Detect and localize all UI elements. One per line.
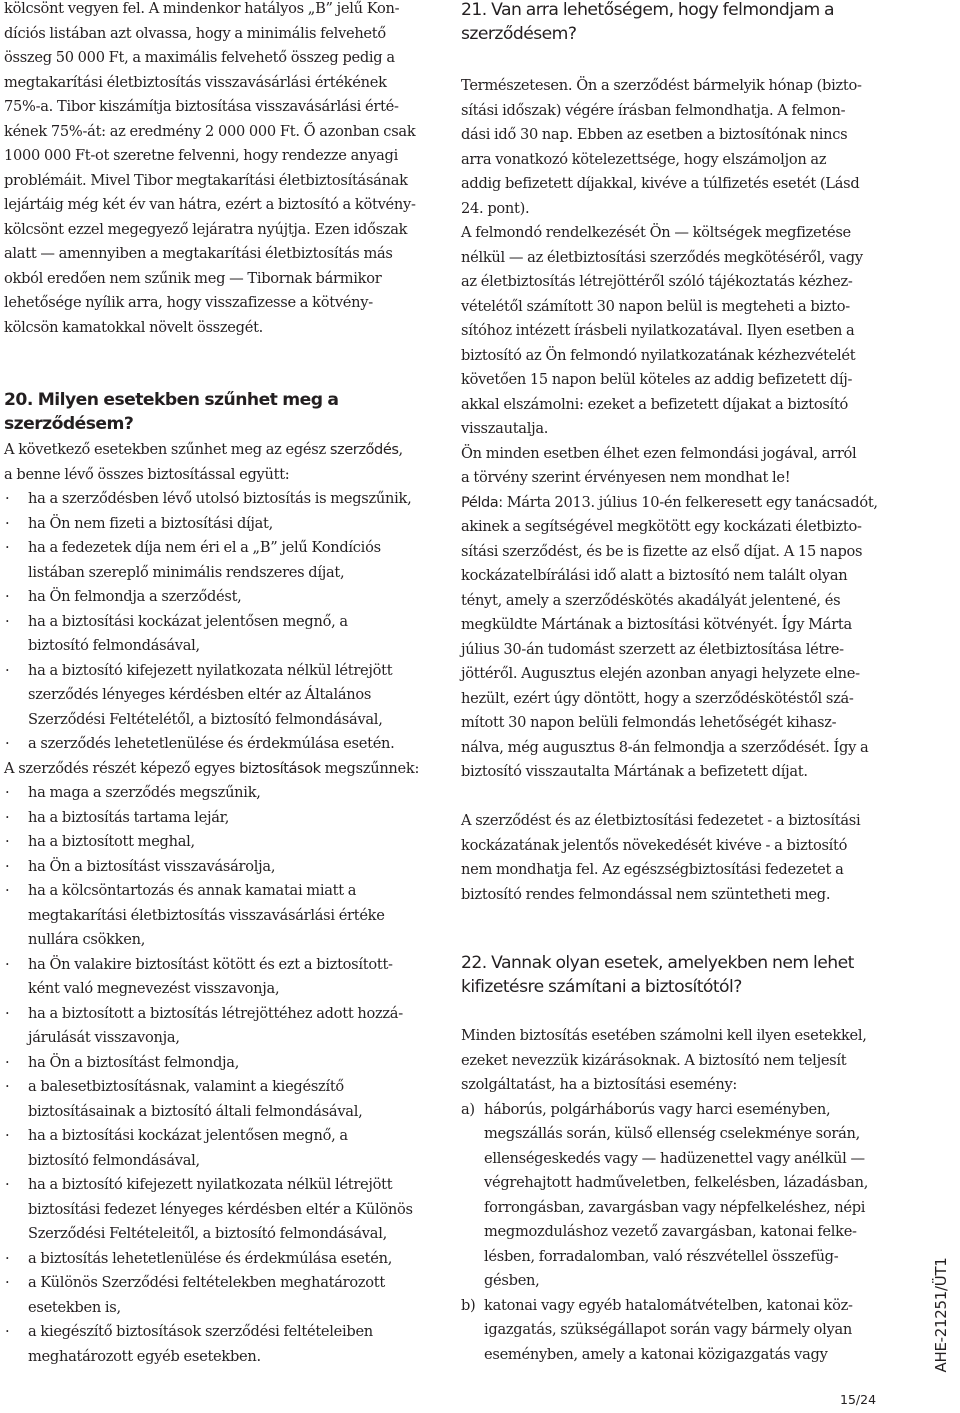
paragraph-line: biztosító rendes felmondással nem szüntetheti meg. (461, 885, 831, 903)
document-code-vertical (926, 1250, 956, 1380)
paragraph-line: kölcsönt vegyen fel. A mindenkor hatályos „B” jelű Kon- (4, 0, 400, 17)
bullet-line: listában szereplő minimális rendszeres díjat, (28, 563, 345, 581)
bullet-line: Szerződési Feltételétől, a biztosító felmondásával, (28, 710, 383, 728)
paragraph-line: megtakarítási életbiztosítás visszavásárlási értékének (4, 73, 387, 91)
bullet-line: megtakarítási életbiztosítás visszavásárlási értéke (28, 906, 385, 924)
bullet-line: nullára csökken, (28, 931, 146, 948)
paragraph-line: 1000 000 Ft-ot szeretne felvenni, hogy rendezze anyagi (4, 147, 398, 164)
bullet-item (4, 610, 436, 659)
paragraph-line: összeg 50 000 Ft, a maximális felvehető összeg pedig a (4, 49, 395, 66)
bullet-line: · a Különös Szerződési feltételekben meghatározott (28, 1274, 385, 1291)
bullet-line: · ha a biztosítás tartama lejár, (28, 808, 230, 826)
bullet-line: biztosító felmondásával, (28, 1151, 200, 1169)
paragraph-line: 24. pont). (461, 199, 530, 217)
section-22-heading (461, 951, 911, 999)
bullet-line: · ha a biztosító kifejezett nyilatkozata nélkül létrejött (28, 1176, 393, 1193)
example-label: Példa: (461, 493, 503, 511)
paragraph-line: akkal elszámolni: ezeket a befizetett díjakat a biztosító (461, 395, 849, 413)
bullet-item (4, 830, 436, 855)
item-line: háborús, polgárháborús vagy harci eseményben, (484, 1100, 831, 1118)
text: megszűnnek: (320, 759, 420, 777)
paragraph-line: sítási szerződést, és be is fizette az első díjat. A 15 napos (461, 542, 863, 560)
paragraph-line: A felmondó rendelkezését Ön — költségek megfizetése (461, 224, 851, 241)
paragraph-line: lejártáig még két év van hátra, ezért a biztosító a kötvény- (4, 196, 416, 213)
paragraph-line: jöttéről. Augusztus elején azonban anyagi helyzete elne- (461, 665, 860, 682)
intro-line (4, 438, 436, 463)
bullet-item (4, 1173, 436, 1247)
bullet-line: ként való megnevezést visszavonja, (28, 980, 280, 997)
exclusion-item (461, 1294, 906, 1368)
paragraph-line: kének 75%-át: az eredmény 2 000 000 Ft. Ő azonban csak (4, 122, 416, 140)
bullet-line: szerződés lényeges kérdésben eltér az Általános (28, 686, 372, 703)
heading-line: szerződésem? (461, 24, 577, 44)
paragraph-line: kockázatelbírálási idő alatt a biztosító nem talált olyan (461, 567, 848, 584)
paragraph-line: a törvény szerint érvényesen nem mondhat le! (461, 469, 791, 486)
paragraph-line: kölcsönt ezzel megegyező lejáratra nyújtja. Ezen időszak (4, 220, 408, 238)
bullet-item (4, 536, 436, 585)
paragraph-line: biztosító az Ön felmondó nyilatkozatának kézhezvételét (461, 346, 856, 364)
paragraph-line: ezeket nevezzük kizárásoknak. A biztosító nem teljesít (461, 1051, 847, 1069)
bullet-line: biztosításainak a biztosító általi felmondásával, (28, 1102, 363, 1120)
bullet-line: · ha Ön nem fizeti a biztosítási díjat, (28, 514, 274, 532)
bullet-item (4, 732, 436, 757)
paragraph-line: dási idő 30 nap. Ebben az esetben a biztosítónak nincs (461, 126, 848, 143)
bullet-line: · a szerződés lehetetlenülése és érdekmúlása esetén. (28, 735, 395, 752)
bullet-item (4, 879, 436, 953)
bullet-item (4, 1051, 436, 1076)
paragraph-line: Ön minden esetben élhet ezen felmondási jogával, arról (461, 444, 857, 462)
bullet-line: · ha a szerződésben lévő utolsó biztosítás is megszűnik, (28, 490, 412, 507)
paragraph-line: problémáit. Mivel Tibor megtakarítási életbiztosításának (4, 171, 408, 189)
text: Márta 2013. július 10-én felkeresett egy tanácsadót, (502, 493, 878, 511)
bullet-item (4, 1075, 436, 1124)
paragraph-line: alatt — amennyiben a megtakarítási életbiztosítás más (4, 245, 393, 262)
contract-termination-list (4, 438, 436, 1369)
paragraph-line: tényt, amely a szerződéskötés akadályát jelentené, és (461, 591, 841, 609)
bullet-line: biztosítási fedezet lényeges kérdésben eltér a Különös (28, 1200, 413, 1218)
termination-text (461, 74, 906, 907)
emphasis-term: biztosítások (239, 759, 321, 777)
bullet-line: · a biztosítás lehetetlenülése és érdekmúlása esetén, (28, 1249, 393, 1267)
bullet-line: · ha Ön felmondja a szerződést, (28, 588, 242, 605)
item-line: gésben, (484, 1272, 540, 1289)
paragraph-line: kölcsön kamatokkal növelt összegét. (4, 318, 264, 336)
item-line: eseményben, amely a katonai közigazgatás vagy (484, 1345, 828, 1363)
paragraph-line: lehetősége nyílik arra, hogy visszafizesse a kötvény- (4, 294, 373, 311)
paragraph-line: követően 15 napon belül köteles az addig befizetett díj- (461, 371, 853, 388)
bullet-item (4, 953, 436, 1002)
document-code: AHE-21251/ÜT1 (932, 1257, 950, 1373)
heading-line: 22. Vannak olyan esetek, amelyekben nem lehet (461, 953, 854, 973)
bullet-line: · ha Ön a biztosítást visszavásárolja, (28, 857, 276, 875)
bullet-item (4, 855, 436, 880)
item-line: igazgatás, szükségállapot során vagy bármely olyan (484, 1321, 853, 1338)
section-20-heading: 20. Milyen esetekben szűnhet meg a szerződésem? (4, 390, 339, 434)
example-first-line (461, 491, 906, 516)
paragraph-line: nem mondhatja fel. Az egészségbiztosítási fedezetet a (461, 861, 844, 878)
insurance-end-intro (4, 757, 436, 782)
heading-line: kifizetésre számítani a biztosítótól? (461, 977, 742, 997)
bullet-line: · ha Ön valakire biztosítást kötött és ezt a biztosított- (28, 955, 393, 973)
page-number: 15/24 (840, 1392, 877, 1407)
paragraph-line: visszautalja. (461, 420, 549, 437)
bullet-item (4, 1271, 436, 1320)
item-line: végrehajtott hadműveletben, felkelésben, lázadásban, (484, 1174, 869, 1191)
paragraph-line: Minden biztosítás esetében számolni kell ilyen esetekkel, (461, 1027, 867, 1044)
paragraph-line: kockázatának jelentős növekedését kivéve - a biztosító (461, 836, 848, 854)
bullet-line: · ha Ön a biztosítást felmondja, (28, 1053, 240, 1071)
paragraph-line: hezült, ezért úgy döntött, hogy a szerződéskötéstől szá- (461, 689, 854, 707)
bullet-item (4, 659, 436, 733)
bullet-line: · ha a biztosítási kockázat jelentősen megnő, a (28, 612, 348, 630)
item-line: forrongásban, zavargásban vagy népfelkeléshez, népi (484, 1198, 866, 1216)
bullet-line: biztosító felmondásával, (28, 637, 200, 654)
item-line: megszállás során, külső ellenség cselekménye során, (484, 1125, 860, 1142)
bullet-item (4, 1124, 436, 1173)
bullet-item (4, 1320, 436, 1369)
spacer (461, 785, 906, 810)
bullet-line: · ha a biztosító kifejezett nyilatkozata nélkül létrejött (28, 661, 393, 679)
section-21-heading (461, 0, 911, 46)
item-line: lésben, forradalomban, való részvétellel összefüg- (484, 1247, 839, 1265)
paragraph-line: Természetesen. Ön a szerződést bármelyik hónap (bizto- (461, 77, 862, 94)
text: A következő esetekben szűnhet meg az egész (4, 441, 330, 458)
bullet-line: · a kiegészítő biztosítások szerződési feltételeiben (28, 1323, 373, 1340)
exclusion-item (461, 1098, 906, 1294)
paragraph-line: díciós listában azt olvassa, hogy a minimális felvehető (4, 24, 386, 42)
paragraph-line: sítási időszak) végére írásban felmondhatja. A felmon- (461, 101, 846, 119)
text: , (398, 441, 403, 458)
bullet-item (4, 781, 436, 806)
item-line: katonai vagy egyéb hatalomátvételben, katonai köz- (484, 1296, 853, 1314)
paragraph-line: sítóhoz intézett írásbeli nyilatkozatával. Ilyen esetben a (461, 322, 855, 339)
item-line: megmozduláshoz vezető zavargásban, katonai felke- (484, 1223, 857, 1240)
bullet-line: · ha a fedezetek díja nem éri el a „B” jelű Kondíciós (28, 539, 381, 556)
paragraph-line: addig befizetett díjakkal, kivéve a túlfizetés esetét (Lásd (461, 175, 860, 192)
bullet-line: járulását visszavonja, (28, 1029, 180, 1046)
text: a benne lévő összes biztosítással együtt: (4, 465, 290, 483)
bullet-line: · ha a biztosított a biztosítás létrejöttéhez adott hozzá- (28, 1004, 403, 1022)
bullet-line: · ha a kölcsöntartozás és annak kamatai miatt a (28, 882, 357, 899)
bullet-item (4, 512, 436, 537)
paragraph-line: vételétől számított 30 napon belül is megteheti a bizto- (461, 297, 850, 315)
bullet-line: esetekben is, (28, 1298, 121, 1316)
text: A szerződés részét képező egyes (4, 759, 240, 777)
tibor-example-paragraph (4, 0, 436, 340)
bullet-line: · a balesetbiztosításnak, valamint a kiegészítő (28, 1078, 344, 1095)
bullet-item (4, 585, 436, 610)
paragraph-line: nálva, még augusztus 8-án felmondja a szerződését. Így a (461, 738, 869, 756)
paragraph-line: megküldte Mártának a biztosítási kötvényét. Így Márta (461, 616, 852, 633)
bullet-line: · ha maga a szerződés megszűnik, (28, 784, 261, 801)
heading-line: 21. Van arra lehetőségem, hogy felmondjam a (461, 0, 835, 20)
emphasis-term: szerződés (329, 441, 399, 458)
bullet-item (4, 806, 436, 831)
bullet-line: · ha a biztosítási kockázat jelentősen megnő, a (28, 1127, 348, 1144)
paragraph-line: 75%-a. Tibor kiszámítja biztosítása visszavásárlási érté- (4, 98, 399, 115)
exclusions-text (461, 1024, 906, 1367)
paragraph-line: az életbiztosítás létrejöttéről szóló tájékoztatás kézhez- (461, 273, 853, 290)
paragraph-line: július 30-án tudomást szerzett az életbiztosítása létre- (461, 640, 844, 658)
paragraph-line: arra vonatkozó kötelezettsége, hogy elszámoljon az (461, 150, 827, 168)
bullet-line: · ha a biztosított meghal, (28, 833, 195, 850)
paragraph-line: mított 30 napon belüli felmondás lehetőségét kihasz- (461, 714, 837, 731)
paragraph-line: A szerződést és az életbiztosítási fedezetet - a biztosítási (461, 812, 861, 829)
item-marker: a) (461, 1100, 475, 1118)
paragraph-line: nélkül — az életbiztosítási szerződés megkötéséről, vagy (461, 248, 863, 266)
bullet-item (4, 1002, 436, 1051)
bullet-item (4, 487, 436, 512)
bullet-item (4, 1247, 436, 1272)
bullet-line: Szerződési Feltételeitől, a biztosító felmondásával, (28, 1225, 387, 1242)
bullet-line: meghatározott egyéb esetekben. (28, 1347, 261, 1365)
paragraph-line: akinek a segítségével megkötött egy kockázati életbizto- (461, 518, 862, 535)
item-line: ellenségeskedés vagy — hadüzenettel vagy anélkül — (484, 1149, 865, 1167)
paragraph-line: okból eredően nem szűnik meg — Tibornak bármikor (4, 269, 382, 287)
paragraph-line: szolgáltatást, ha a biztosítási esemény: (461, 1076, 738, 1093)
paragraph-line: biztosító visszautalta Mártának a befizetett díjat. (461, 763, 808, 780)
intro-line (4, 463, 436, 488)
item-marker: b) (461, 1296, 476, 1314)
